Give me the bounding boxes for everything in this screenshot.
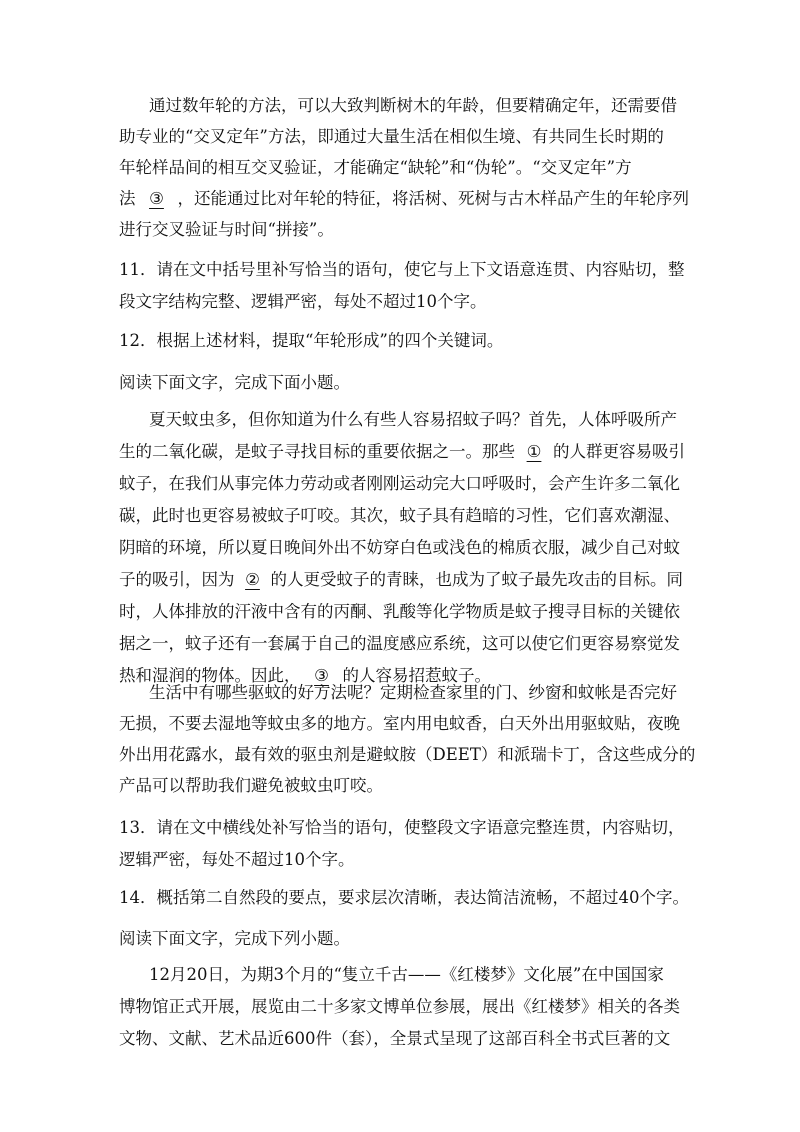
text-line: 生活中有哪些驱蚊的好方法呢？定期检查家里的门、纱窗和蚊帐是否完好 — [149, 683, 677, 702]
text-segment: 的人容易招惹蚊子。 — [342, 666, 491, 685]
question-14: 14．概括第二自然段的要点，要求层次清晰，表达简洁流畅，不超过40个字。 — [119, 888, 689, 907]
text-line: 碳，此时也更容易被蚊子叮咬。其次，蚊子具有趋暗的习性，它们喜欢潮湿、 — [119, 506, 680, 525]
text-segment: ，还能通过比对年轮的特征，将活树、死树与古木样品产生的年轮序列 — [177, 189, 689, 208]
text-line: 产品可以帮助我们避免被蚊虫叮咬。 — [119, 776, 383, 795]
text-segment: 的人群更容易吸引 — [553, 442, 685, 461]
reading-prompt: 阅读下面文字，完成下面小题。 — [119, 373, 350, 392]
text-line: 无损，不要去湿地等蚊虫多的地方。室内用电蚊香，白天外出用驱蚊贴，夜晚 — [119, 714, 680, 733]
question-13-line-2: 逻辑严密，每处不超过10个字。 — [119, 850, 355, 869]
text-segment: 热和湿润的物体。因此， — [119, 666, 301, 685]
question-11-line-1: 11．请在文中括号里补写恰当的语句，使它与上下文语意连贯、内容贴切，整 — [119, 260, 685, 279]
reading-prompt: 阅读下面文字，完成下列小题。 — [119, 929, 350, 948]
question-12: 12．根据上述材料，提取“年轮形成”的四个关键词。 — [119, 331, 504, 350]
text-line — [119, 566, 683, 590]
text-line: 夏天蚊虫多，但你知道为什么有些人容易招蚊子吗？首先，人体呼吸所产 — [149, 410, 677, 429]
text-segment: 法 — [119, 189, 136, 208]
question-13-line-1: 13．请在文中横线处补写恰当的语句，使整段文字语意完整连贯，内容贴切， — [119, 818, 685, 837]
text-line: 文物、文献、艺术品近600件（套），全景式呈现了这部百科全书式巨著的文 — [119, 1029, 671, 1048]
text-line — [119, 438, 685, 462]
text-segment: 的人更受蚊子的青睐，也成为了蚊子最先攻击的目标。同 — [270, 570, 683, 589]
text-line: 时，人体排放的汗液中含有的丙酮、乳酸等化学物质是蚊子搜寻目标的关键依 — [119, 602, 680, 621]
blank-2: ② — [245, 570, 260, 589]
question-11-line-2: 段文字结构完整、逻辑严密，每处不超过10个字。 — [119, 292, 487, 311]
blank-3: ③ — [149, 189, 164, 208]
blank-1: ① — [526, 442, 542, 461]
text-line: 12月20日，为期3个月的“隻立千古——《红楼梦》文化展”在中国国家 — [149, 965, 664, 984]
text-segment: 生的二氧化碳，是蚊子寻找目标的重要依据之一。那些 — [119, 442, 515, 461]
text-line: 蚊子，在我们从事完体力劳动或者刚刚运动完大口呼吸时，会产生许多二氧化 — [119, 474, 680, 493]
text-line: 博物馆正式开展，展览由二十多家文博单位参展，展出《红楼梦》相关的各类 — [119, 997, 680, 1016]
text-line: 进行交叉验证与时间“拼接”。 — [119, 220, 334, 239]
text-line: 据之一，蚊子还有一套属于自己的温度感应系统，这可以使它们更容易察觉发 — [119, 634, 680, 653]
text-segment: 子的吸引，因为 — [119, 570, 235, 589]
text-line: 外出用花露水，最有效的驱虫剂是避蚊胺（DEET）和派瑞卡丁，含这些成分的 — [119, 745, 696, 764]
text-line: 阴暗的环境，所以夏日晚间外出不妨穿白色或浅色的棉质衣服，减少自己对蚊 — [119, 538, 680, 557]
text-line: 助专业的“交叉定年”方法，即通过大量生活在相似生境、有共同生长时期的 — [119, 127, 664, 146]
text-line: 通过数年轮的方法，可以大致判断树木的年龄，但要精确定年，还需要借 — [149, 96, 677, 115]
text-line: 年轮样品间的相互交叉验证，才能确定“缺轮”和“伪轮”。“交叉定年”方 — [119, 158, 632, 177]
text-line — [119, 185, 689, 209]
blank-3: ③ — [314, 666, 329, 685]
